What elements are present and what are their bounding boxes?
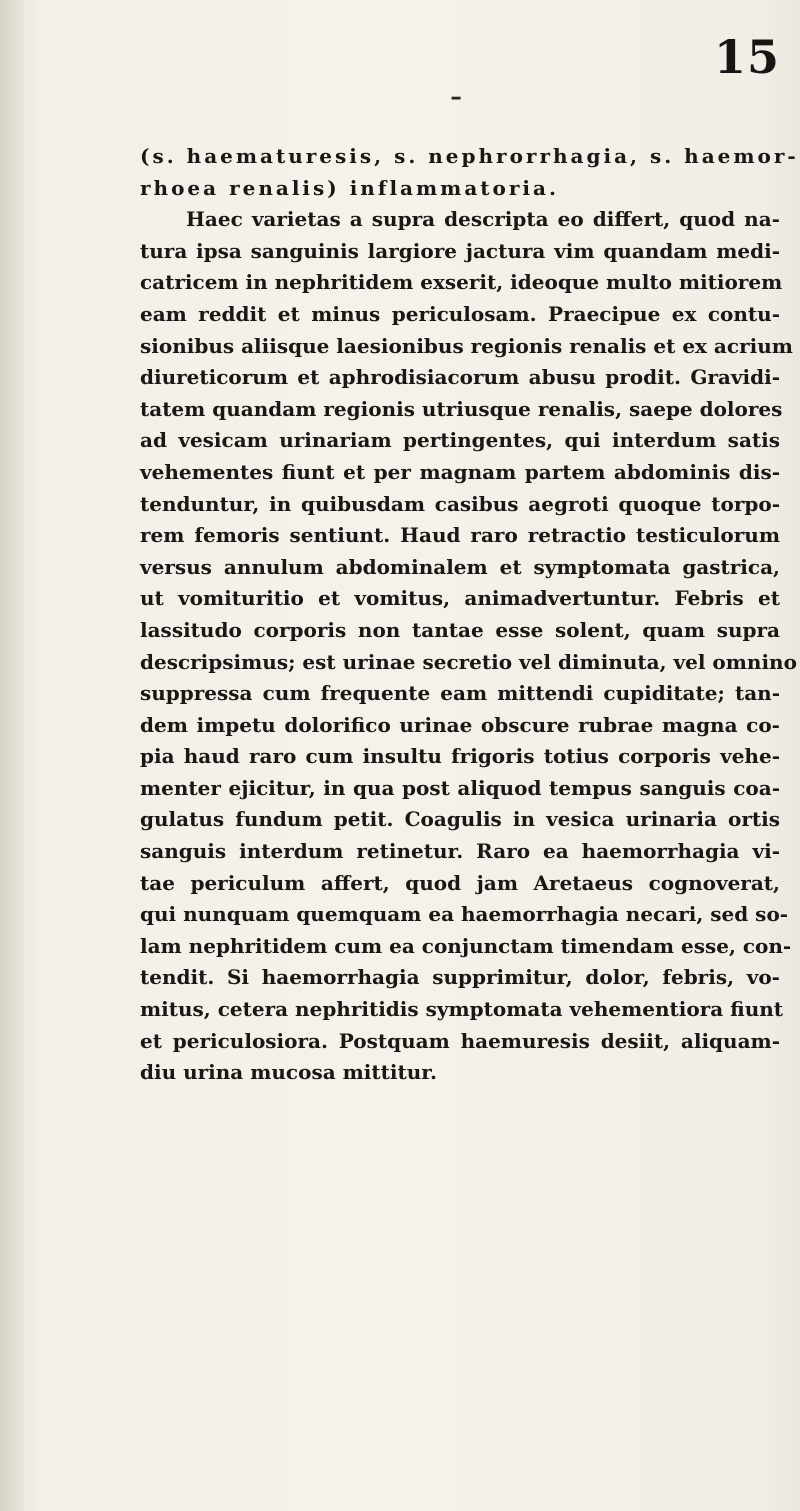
text-line: dem impetu dolorifico urinae obscure rubrae magna co- [140,712,780,737]
text-line: diu urina mucosa mittitur. [140,1060,437,1085]
text-line: tura ipsa sanguinis largiore jactura vim quandam medi- [140,238,780,263]
text-line: rem femoris sentiunt. Haud raro retractio testiculorum [140,523,780,548]
text-line: diureticorum et aphrodisiacorum abusu prodit. Gravidi- [140,365,780,390]
text-line: eam reddit et minus periculosam. Praecipue ex contu- [140,301,780,326]
text-line: sanguis interdum retinetur. Raro ea haemorrhagia vi- [140,839,780,864]
text-line: versus annulum abdominalem et symptomata gastrica, [140,554,780,579]
text-line: vehementes fiunt et per magnam partem abdominis dis- [140,459,780,484]
text-line: lassitudo corporis non tantae esse solent, quam supra [140,617,780,642]
text-line: qui nunquam quemquam ea haemorrhagia necari, sed so- [140,902,789,927]
text-line: tatem quandam regionis utriusque renalis, saepe dolores [140,396,783,421]
text-line: suppressa cum frequente eam mittendi cupiditate; tan- [140,681,780,706]
text-line: tae periculum affert, quod jam Aretaeus cognoverat, [140,870,780,895]
text-line: et periculosiora. Postquam haemuresis desiit, aliquam- [140,1028,780,1053]
text-line: sionibus aliisque laesionibus regionis renalis et ex acrium [140,333,793,358]
text-line: (s. haematuresis, s. nephrorrhagia, s. haemor- [140,144,799,168]
header-dash-mark: - [450,76,463,117]
text-line: pia haud raro cum insultu frigoris totius corporis vehe- [140,744,780,769]
text-line: ut vomituritio et vomitus, animadvertuntur. Febris et [140,586,780,611]
text-line: menter ejicitur, in qua post aliquod tempus sanguis coa- [140,775,780,800]
page-number: 15 [714,30,781,84]
text-line: catricem in nephritidem exserit, ideoque multo mitiorem [140,270,783,295]
text-line: Haec varietas a supra descripta eo differt, quod na- [186,207,780,232]
page-gutter-shadow [0,0,24,1511]
text-line: descripsimus; est urinae secretio vel diminuta, vel omnino [140,649,797,674]
body-text [140,141,799,1089]
text-line: lam nephritidem cum ea conjunctam timendam esse, con- [140,933,792,958]
text-line: tendit. Si haemorrhagia supprimitur, dolor, febris, vo- [140,965,780,990]
text-line: tenduntur, in quibusdam casibus aegroti quoque torpo- [140,491,780,516]
text-line: ad vesicam urinariam pertingentes, qui interdum satis [140,428,780,453]
text-line: rhoea renalis) inflammatoria. [140,175,559,200]
text-line: gulatus fundum petit. Coagulis in vesica urinaria ortis [140,807,780,832]
text-line: mitus, cetera nephritidis symptomata vehementiora fiunt [140,997,784,1022]
